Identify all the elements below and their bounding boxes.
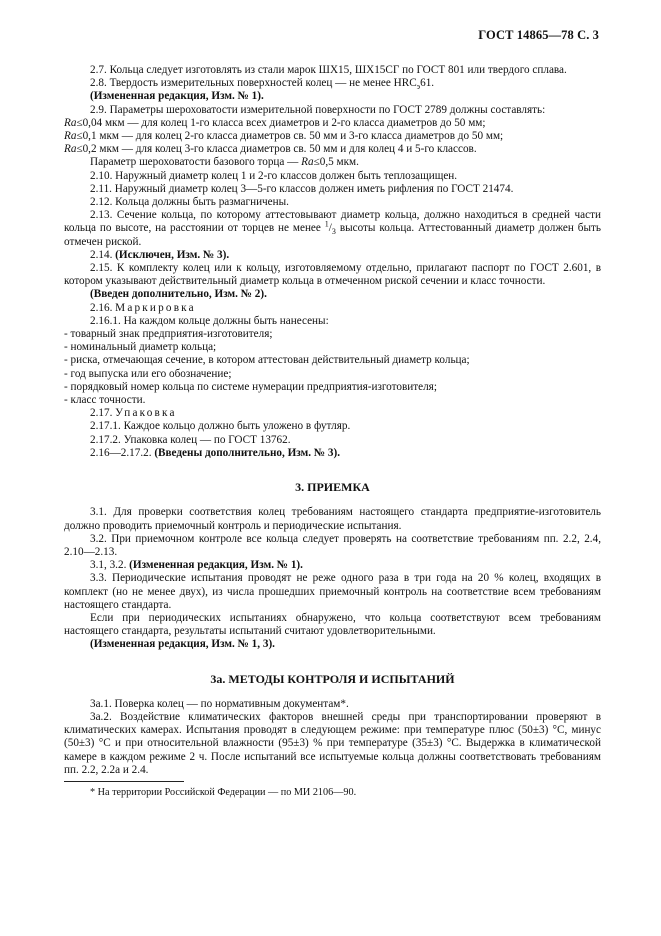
clause-2-16-2-17-note: 2.16—2.17.2. (Введены дополнительно, Изм. № 3). [90,446,340,459]
section-3a-heading: 3а. МЕТОДЫ КОНТРОЛЯ И ИСПЫТАНИЙ [210,671,455,686]
clause-2-17-1: 2.17.1. Каждое кольцо должно быть уложено в футляр. [90,420,351,433]
clause-2-17-2: 2.17.2. Упаковка колец — по ГОСТ 13762. [90,433,291,446]
marking-item: - товарный знак предприятия-изготовителя; [64,328,273,341]
clause-2-7: 2.7. Кольца следует изготовлять из стали марок ШХ15, ШХ15СГ по ГОСТ 801 или твердого сплава. [90,64,567,76]
page-header: ГОСТ 14865—78 С. 3 [478,28,599,42]
clause-3-1: 3.1. Для проверки соответствия колец требованиям настоящего стандарта предприятие-изготовитель должно проводить приемочный контроль и периодические испытания. [64,506,601,532]
clause-3-1-3-2-note: 3.1, 3.2. (Измененная редакция, Изм. № 1). [90,559,303,572]
roughness-line-1: Ra≤0,04 мкм — для колец 1-го класса всех диаметров и 2-го класса диаметров до 50 мм; [64,116,486,129]
clause-2-17: 2.17. Упаковка [90,407,177,420]
clause-2-16: 2.16. Маркировка [90,301,196,314]
footnote-divider [64,781,184,782]
section-3-heading: 3. ПРИЕМКА [295,480,370,495]
roughness-line-2: Ra≤0,1 мкм — для колец 2-го класса диаметров св. 50 мм и 3-го класса диаметров до 50 мм; [64,130,504,143]
clause-3-note: (Измененная редакция, Изм. № 1, 3). [90,638,275,651]
roughness-line-3: Ra≤0,2 мкм — для колец 3-го класса диаметров св. 50 мм и для колец 4 и 5-го классов. [64,143,477,156]
footnote: * На территории Российской Федерации — по МИ 2106—90. [90,786,357,798]
clause-2-16-1: 2.16.1. На каждом кольце должны быть нанесены: [90,314,329,327]
marking-item: - год выпуска или его обозначение; [64,367,232,380]
clause-3a-2: 3а.2. Воздействие климатических факторов внешней среды при транспортировании проверяют в климатических камерах. Испытания проводят в следующем режиме: при температуре плюс (50±3) °С, минус (50±3) °С и при относительной влажности (95±3) % при температуре (35±3) °С. Выдержка в климатической камере в каждом режиме 2 ч. После испытаний все испытуемые кольца должны соответствовать требованиям пп. 2.2, 2.2а и 2.4. [64,710,601,776]
clause-2-12: 2.12. Кольца должны быть размагничены. [90,196,289,209]
clause-2-8-note: (Измененная редакция, Изм. № 1). [90,90,264,103]
clause-3a-1: 3а.1. Поверка колец — по нормативным документам*. [90,697,349,710]
clause-2-15: 2.15. К комплекту колец или к кольцу, изготовляемому отдельно, прилагают паспорт по ГОСТ 2.601, в котором указывают действительный диаметр кольца в отмеченном риской сечении и класс точности. [64,262,601,288]
marking-item: - класс точности. [64,394,146,407]
clause-2-13: 2.13. Сечение кольца, по которому аттестовывают диаметр кольца, должно находиться в средней части кольца по высоте, на расстоянии от торцев не менее $^1/_3$ высоты кольца. Аттестованный диаметр должен быть отмечен риской. [64,209,601,248]
roughness-base: Параметр шероховатости базового торца — Ra≤0,5 мкм. [90,156,359,169]
clause-2-15-note: (Введен дополнительно, Изм. № 2). [90,288,267,301]
clause-2-11: 2.11. Наружный диаметр колец 3—5-го классов должен иметь рифления по ГОСТ 21474. [90,182,514,195]
clause-2-14: 2.14. (Исключен, Изм. № 3). [90,248,230,261]
page-body [64,64,601,799]
clause-3-2: 3.2. При приемочном контроле все кольца следует проверять на соответствие требованиям пп. 2.2, 2.4, 2.10—2.13. [64,532,601,558]
clause-3-3-b: Если при периодических испытаниях обнаружено, что кольца соответствуют всем требованиям настоящего стандарта, результаты испытаний считают удовлетворительными. [64,611,601,638]
clause-3-3: 3.3. Периодические испытания проводят не реже одного раза в три года на 20 % колец, входящих в комплект (но не менее двух), из числа прошедших приемочный контроль на соответствие всем требованиям настоящего стандарта. [64,572,601,611]
clause-2-8: 2.8. Твердость измерительных поверхностей колец — не менее $HRC_э61$. [90,77,435,92]
clause-2-10: 2.10. Наружный диаметр колец 1 и 2-го классов должен быть теплозащищен. [90,169,458,182]
marking-item: - порядковый номер кольца по системе нумерации предприятия-изготовителя; [64,380,437,393]
marking-item: - риска, отмечающая сечение, в котором аттестован действительный диаметр кольца; [64,354,470,367]
marking-item: - номинальный диаметр кольца; [64,341,217,354]
clause-2-9: 2.9. Параметры шероховатости измерительной поверхности по ГОСТ 2789 должны составлять: [90,103,546,116]
